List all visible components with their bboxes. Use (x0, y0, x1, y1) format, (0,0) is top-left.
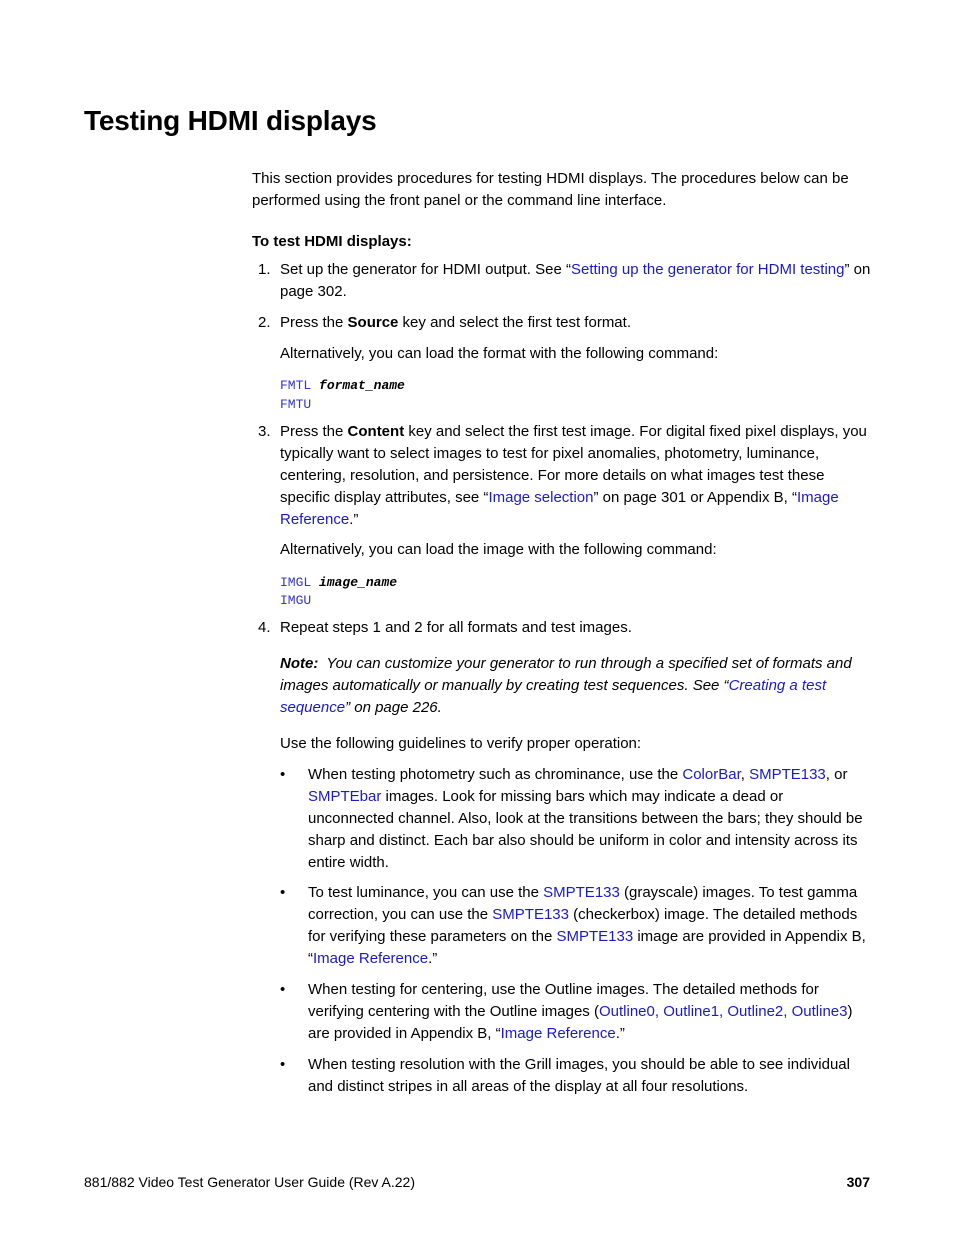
text-run: image are provided in Appendix B, “ (308, 928, 866, 967)
intro-paragraph: This section provides procedures for testing HDMI displays. The procedures below can be performed using the front panel or the command line interface. (252, 170, 849, 209)
command: FMTL (280, 378, 312, 393)
command-line-fmtl (280, 376, 405, 395)
step-text (280, 421, 872, 531)
link-smpte133[interactable]: SMPTE133 (543, 884, 620, 901)
bullet-marker: • (280, 981, 286, 998)
footer-page-number: 307 (846, 1174, 870, 1190)
text-run: ” on page 301 or Appendix B, “ (593, 489, 797, 506)
command-line-imgu (280, 591, 311, 610)
text-run: Press the (280, 314, 348, 331)
key-name: Source (347, 314, 399, 331)
link-outline-images[interactable]: Outline0, Outline1, Outline2, Outline3 (598, 1003, 848, 1020)
command-line-imgl (280, 573, 397, 592)
step-4 (252, 617, 872, 639)
note (280, 653, 872, 719)
command-argument: format_name (319, 378, 405, 393)
guideline-bullet-luminance (280, 882, 872, 970)
guidelines-intro: Use the following guidelines to verify proper operation: (280, 735, 642, 752)
link-smpte133[interactable]: SMPTE133 (556, 928, 634, 945)
step-number: 2. (258, 314, 271, 331)
guideline-bullet-photometry (280, 764, 872, 874)
text-run: Press the (280, 423, 348, 440)
link-colorbar[interactable]: ColorBar (682, 766, 741, 783)
bullet-text (308, 764, 872, 874)
bullet-text: When testing resolution with the Grill images, you should be able to see individual and distinct stripes in all areas of the display at all four resolutions. (308, 1056, 850, 1095)
command: IMGU (280, 593, 312, 608)
page-title: Testing HDMI displays (84, 105, 377, 136)
link-hdmi-setup[interactable]: Setting up the generator for HDMI testing (571, 261, 845, 278)
text-run: .” (428, 950, 438, 967)
text-run: When testing photometry such as chrominance, use the (308, 766, 683, 783)
bullet-marker: • (280, 884, 286, 901)
link-image-reference[interactable]: Image Reference (500, 1025, 616, 1042)
text-run: images. Look for missing bars which may indicate a dead or unconnected channel. Also, look at the transitions between the bars; they should be sharp and distinct. Each bar also should be uniform in color and intensity across its entire width. (308, 788, 863, 871)
step-number: 4. (258, 619, 271, 636)
link-smpte133[interactable]: SMPTE133 (749, 766, 826, 783)
text-run: Set up the generator for HDMI output. See “ (280, 261, 571, 278)
guideline-bullet-centering (280, 979, 872, 1045)
text-run: You can customize your generator to run through a specified set of formats and images automatically or manually by creating test sequences. See “ (280, 655, 852, 694)
footer-document-title: 881/882 Video Test Generator User Guide (Rev A.22) (84, 1174, 416, 1190)
step-text (280, 259, 872, 303)
text-run: (grayscale) images. To test gamma correction, you can use the (308, 884, 858, 923)
step-number: 1. (258, 261, 271, 278)
procedure-heading: To test HDMI displays: (252, 233, 412, 250)
note-label: Note: (280, 655, 319, 672)
command: FMTU (280, 397, 312, 412)
bullet-marker: • (280, 766, 286, 783)
link-image-reference[interactable]: Image Reference (280, 489, 839, 528)
guideline-bullet-resolution (280, 1054, 872, 1098)
step-text: Repeat steps 1 and 2 for all formats and test images. (280, 619, 632, 636)
command-line-fmtu (280, 395, 311, 414)
step-2 (252, 312, 872, 334)
command-argument: image_name (319, 575, 398, 590)
text-run: To test luminance, you can use the (308, 884, 544, 901)
text-run: (checkerbox) image. The detailed methods for verifying these parameters on the (308, 906, 858, 945)
text-run: ” on page 226. (345, 699, 442, 716)
link-creating-test-sequence[interactable]: Creating a test sequence (280, 677, 827, 716)
bullet-marker: • (280, 1056, 286, 1073)
step-3 (252, 421, 872, 531)
command: IMGL (280, 575, 312, 590)
link-smptebar[interactable]: SMPTEbar (308, 788, 382, 805)
text-run: ) are provided in Appendix B, “ (308, 1003, 853, 1042)
step-3-alt: Alternatively, you can load the image with the following command: (280, 541, 717, 558)
text-run: .” (615, 1025, 625, 1042)
text-run: key and select the first test format. (398, 314, 631, 331)
step-2-alt: Alternatively, you can load the format with the following command: (280, 345, 719, 362)
bullet-text (308, 882, 872, 970)
bullet-text (308, 979, 872, 1045)
link-image-reference[interactable]: Image Reference (313, 950, 429, 967)
text-run: ” on page 302. (280, 261, 871, 300)
step-1 (252, 259, 872, 303)
step-text (280, 312, 872, 334)
key-name: Content (347, 423, 405, 440)
text-run: key and select the first test image. For digital fixed pixel displays, you typically want to select images to test for pixel anomalies, photometry, luminance, centering, resolution, and persistence. For more details on what images test these specific display attributes, see “ (280, 423, 867, 506)
step-number: 3. (258, 423, 271, 440)
link-smpte133[interactable]: SMPTE133 (492, 906, 569, 923)
text-run: , or (825, 766, 848, 783)
link-image-selection[interactable]: Image selection (488, 489, 594, 506)
text-run: .” (349, 511, 359, 528)
text-run: When testing for centering, use the Outline images. The detailed methods for verifying centering with the Outline images ( (308, 981, 819, 1020)
text-run: , (740, 766, 750, 783)
